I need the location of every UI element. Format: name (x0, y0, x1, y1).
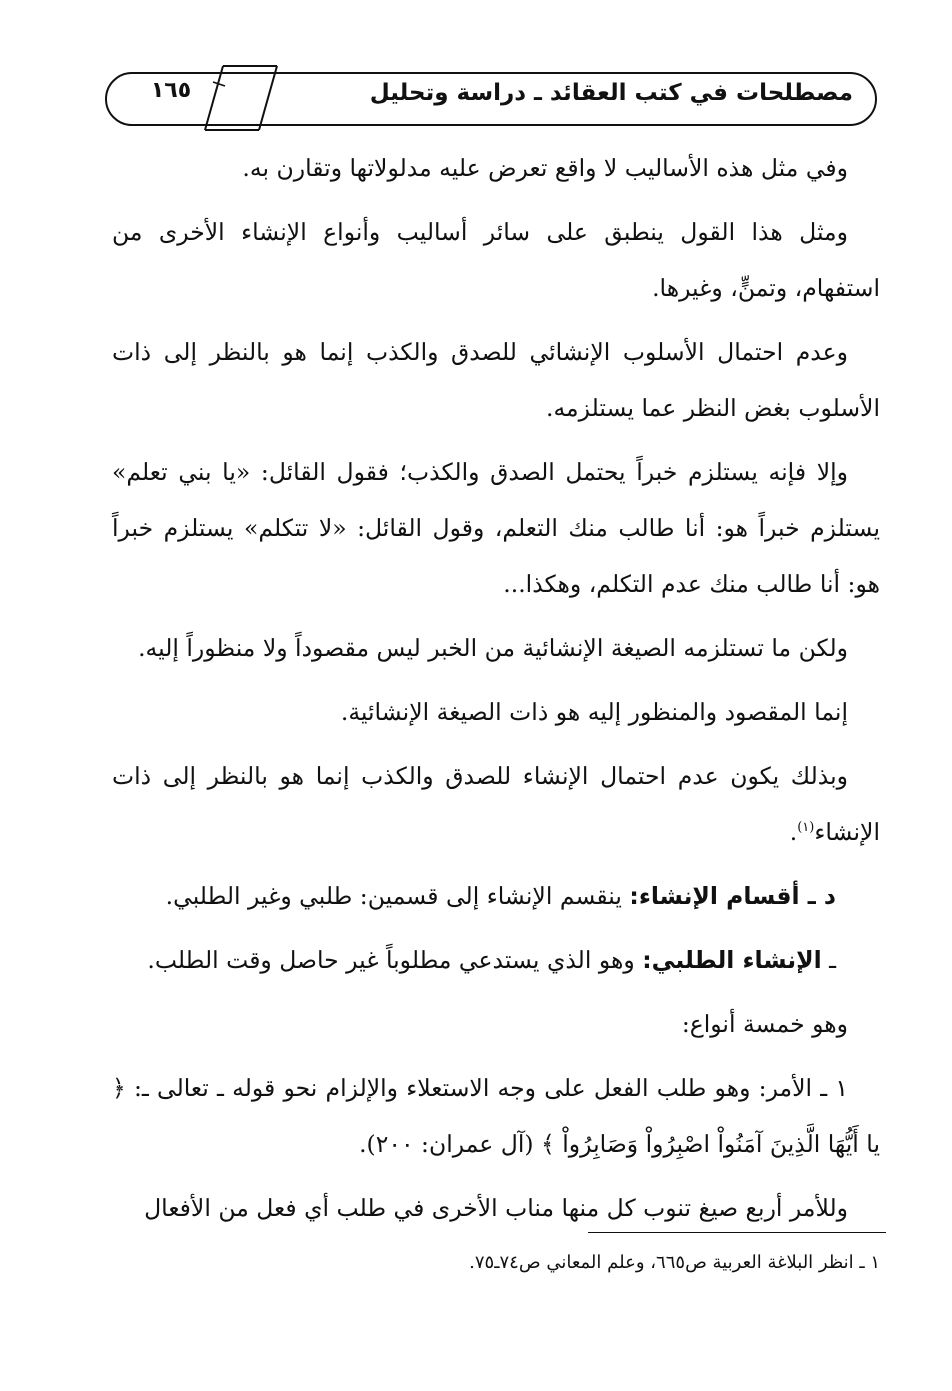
paragraph-end: . (789, 818, 798, 846)
footnote-divider (588, 1232, 886, 1233)
page-number: ١٦٥ (150, 78, 192, 103)
paragraph-with-footnote (112, 748, 880, 860)
amr-forms: وللأمر أربع صيغ تنوب كل منها مناب الأخرى في طلب أي فعل من الأفعال (144, 1194, 848, 1222)
paragraph: وإلا فإنه يستلزم خبراً يحتمل الصدق والكذب؛ فقول القائل: «يا بني تعلم» يستلزم خبراً هو: أنا طالب منك التعلم، وقول القائل: «لا تتكلم» يستلزم خبراً هو: أنا طالب منك عدم التكلم، وهكذا... (112, 458, 880, 598)
footnote-reference[interactable]: (١) (797, 820, 815, 836)
body-text (112, 140, 880, 1244)
paragraph: ومثل هذا القول ينطبق على سائر أساليب وأنواع الإنشاء الأخرى من استفهام، وتمنٍّ، وغيرها. (112, 218, 880, 302)
page-number-frame (127, 64, 287, 136)
talabi-definition (112, 932, 880, 988)
amr-definition: ١ ـ الأمر: وهو طلب الفعل على وجه الاستعلاء والإلزام نحو قوله ـ تعالى ـ: ﴿ يا أَيُّهَا الَّذِينَ آمَنُواْ اصْبِرُواْ وَصَابِرُواْ ﴾ (آل عمران: ٢٠٠). (112, 1074, 880, 1158)
types-intro: وهو خمسة أنواع: (681, 1010, 848, 1038)
talabi-label: الإنشاء الطلبي: (642, 946, 822, 974)
header-title: مصطلحات في كتب العقائد ـ دراسة وتحليل (369, 80, 853, 106)
list-dash: ـ (821, 946, 836, 974)
paragraph: وفي مثل هذه الأساليب لا واقع تعرض عليه مدلولاتها وتقارن به. (242, 154, 848, 182)
section-label: د ـ أقسام الإنشاء: (629, 882, 836, 910)
running-header (105, 72, 877, 126)
section-heading-d (112, 868, 880, 924)
footnote: ١ ـ انظر البلاغة العربية ص٦٦٥، وعلم المعاني ص٧٤ـ٧٥. (469, 1252, 880, 1273)
paragraph: ولكن ما تستلزمه الصيغة الإنشائية من الخبر ليس مقصوداً ولا منظوراً إليه. (138, 634, 848, 662)
paragraph: وعدم احتمال الأسلوب الإنشائي للصدق والكذب إنما هو بالنظر إلى ذات الأسلوب بغض النظر عما يستلزمه. (112, 338, 880, 422)
section-text: ينقسم الإنشاء إلى قسمين: طلبي وغير الطلبي. (165, 882, 630, 910)
talabi-text: وهو الذي يستدعي مطلوباً غير حاصل وقت الطلب. (147, 946, 643, 974)
paragraph-text: وبذلك يكون عدم احتمال الإنشاء للصدق والكذب إنما هو بالنظر إلى ذات الإنشاء (112, 762, 880, 846)
paragraph: إنما المقصود والمنظور إليه هو ذات الصيغة الإنشائية. (340, 698, 848, 726)
